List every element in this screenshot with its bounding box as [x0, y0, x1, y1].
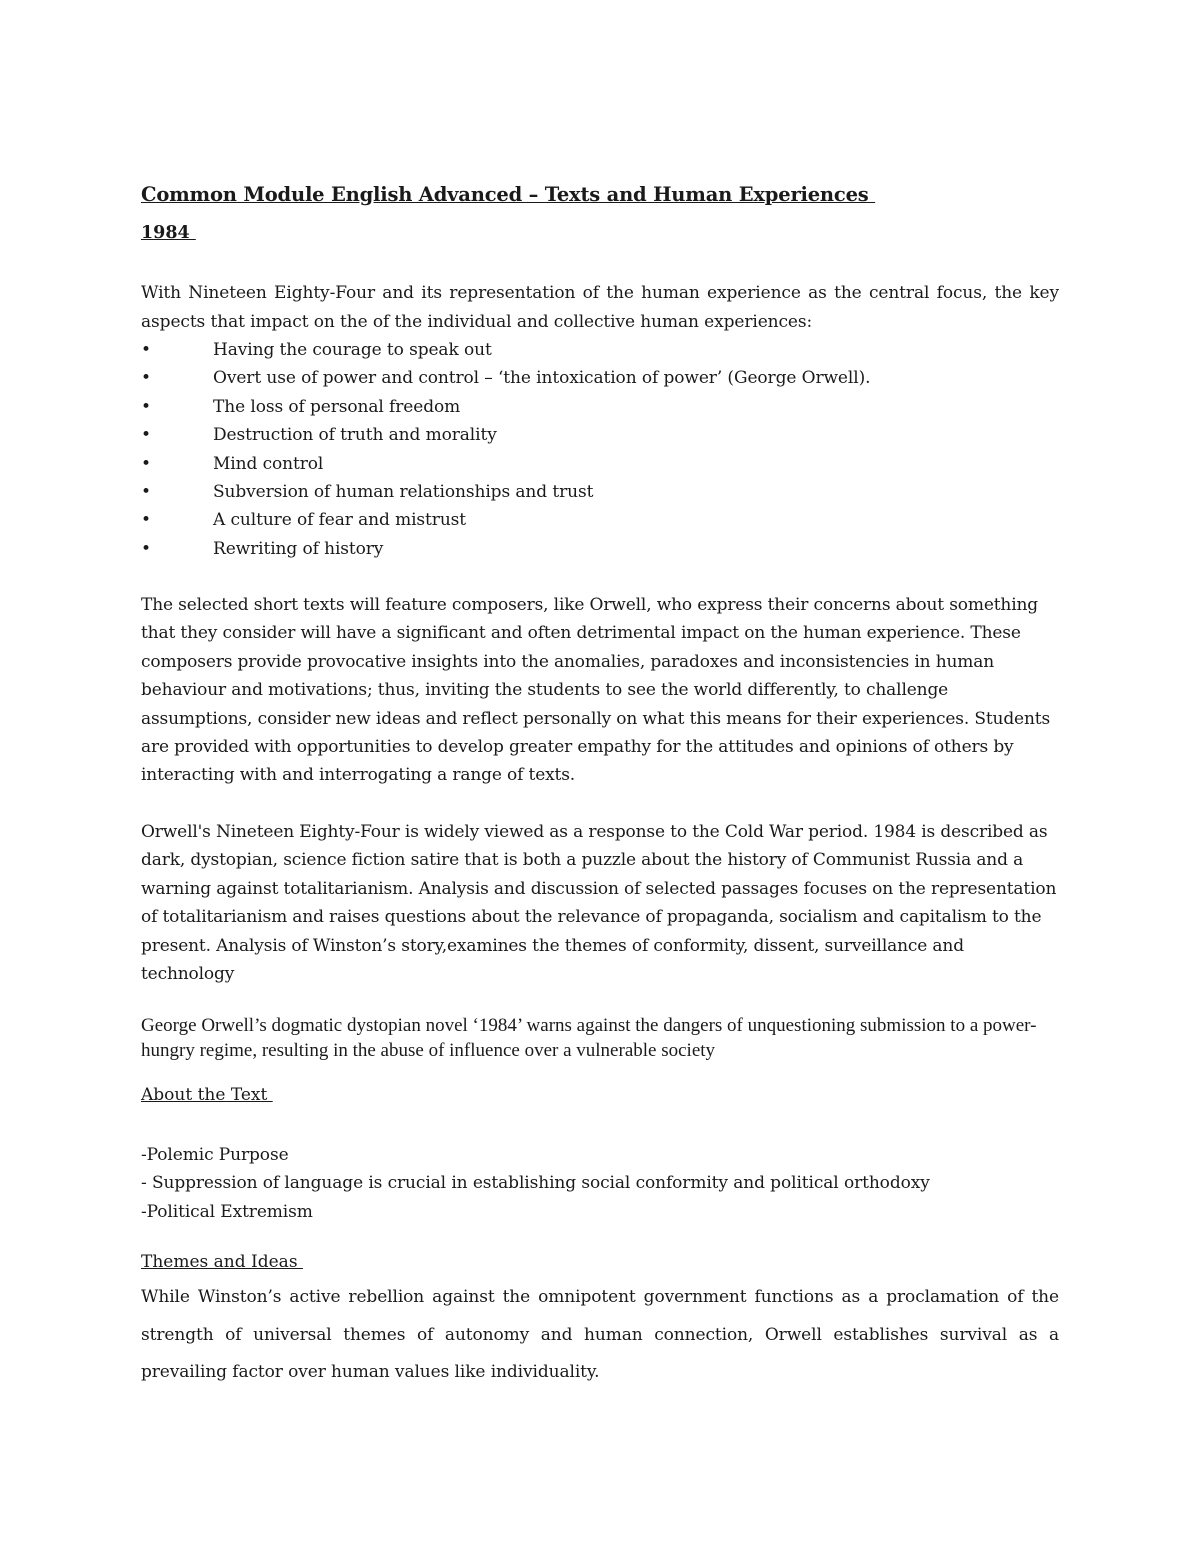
list-item-text: Rewriting of history: [213, 538, 384, 559]
list-item-text: A culture of fear and mistrust: [213, 510, 467, 531]
list-item: -Polemic Purpose: [141, 1145, 289, 1165]
key-aspects-list: [141, 336, 870, 563]
list-item-text: Destruction of truth and morality: [213, 425, 497, 446]
list-item-text: Subversion of human relationships and trust: [213, 482, 594, 503]
document-title: Common Module English Advanced – Texts and Human Experiences: [141, 183, 876, 206]
bullet-icon: •: [141, 510, 151, 531]
thesis-paragraph: George Orwell’s dogmatic dystopian novel ‘1984’ warns against the dangers of unquestioning submission to a power-hungry regime, resulting in the abuse of influence over a vulnerable society: [141, 1015, 1037, 1061]
bullet-icon: •: [141, 538, 151, 559]
list-item: [141, 336, 870, 364]
list-item: [141, 450, 870, 478]
themes-paragraph: While Winston’s active rebellion against the omnipotent government functions as a proclamation of the strength of universal themes of autonomy and human connection, Orwell establishes survival as a prevailing factor over human values like individuality.: [141, 1287, 1059, 1382]
bullet-icon: •: [141, 396, 151, 417]
list-item: -Political Extremism: [141, 1201, 313, 1222]
list-item-text: Overt use of power and control – ‘the intoxication of power’ (George Orwell).: [213, 368, 871, 389]
list-item: - Suppression of language is crucial in establishing social conformity and political orthodoxy: [141, 1173, 930, 1194]
about-text-heading: About the Text: [141, 1085, 273, 1105]
document-subtitle: 1984: [141, 223, 196, 243]
list-item: [141, 393, 870, 421]
cold-war-paragraph: Orwell's Nineteen Eighty-Four is widely viewed as a response to the Cold War period. 1984 is described as dark, dystopian, science fiction satire that is both a puzzle about the history of Communist Russia and a warning against totalitarianism. Analysis and discussion of selected passages focuses on the representation of totalitarianism and raises questions about the relevance of propaganda, socialism and capitalism to the present. Analysis of Winston’s story,examines the themes of conformity, dissent, surveillance and technology: [141, 822, 1057, 985]
bullet-icon: •: [141, 425, 151, 446]
list-item-text: Mind control: [213, 453, 324, 474]
about-text-list: [141, 1141, 930, 1226]
bullet-icon: •: [141, 340, 151, 360]
composers-paragraph: The selected short texts will feature composers, like Orwell, who express their concerns about something that they consider will have a significant and often detrimental impact on the human experience. These composers provide provocative insights into the anomalies, paradoxes and inconsistencies in human behaviour and motivations; thus, inviting the students to see the world differently, to challenge assumptions, consider new ideas and reflect personally on what this means for their experiences. Students are provided with opportunities to develop greater empathy for the attitudes and opinions of others by interacting with and interrogating a range of texts.: [141, 595, 1051, 786]
list-item: [141, 364, 870, 392]
list-item-text: The loss of personal freedom: [213, 396, 461, 417]
list-item: [141, 421, 870, 449]
bullet-icon: •: [141, 368, 151, 389]
bullet-icon: •: [141, 453, 151, 474]
list-item: [141, 506, 870, 534]
intro-paragraph: With Nineteen Eighty-Four and its representation of the human experience as the central focus, the key aspects that impact on the of the individual and collective human experiences:: [141, 283, 1059, 332]
list-item: [141, 535, 870, 563]
list-item-text: Having the courage to speak out: [213, 340, 492, 360]
bullet-icon: •: [141, 482, 151, 503]
list-item: [141, 478, 870, 506]
themes-heading: Themes and Ideas: [141, 1252, 303, 1272]
